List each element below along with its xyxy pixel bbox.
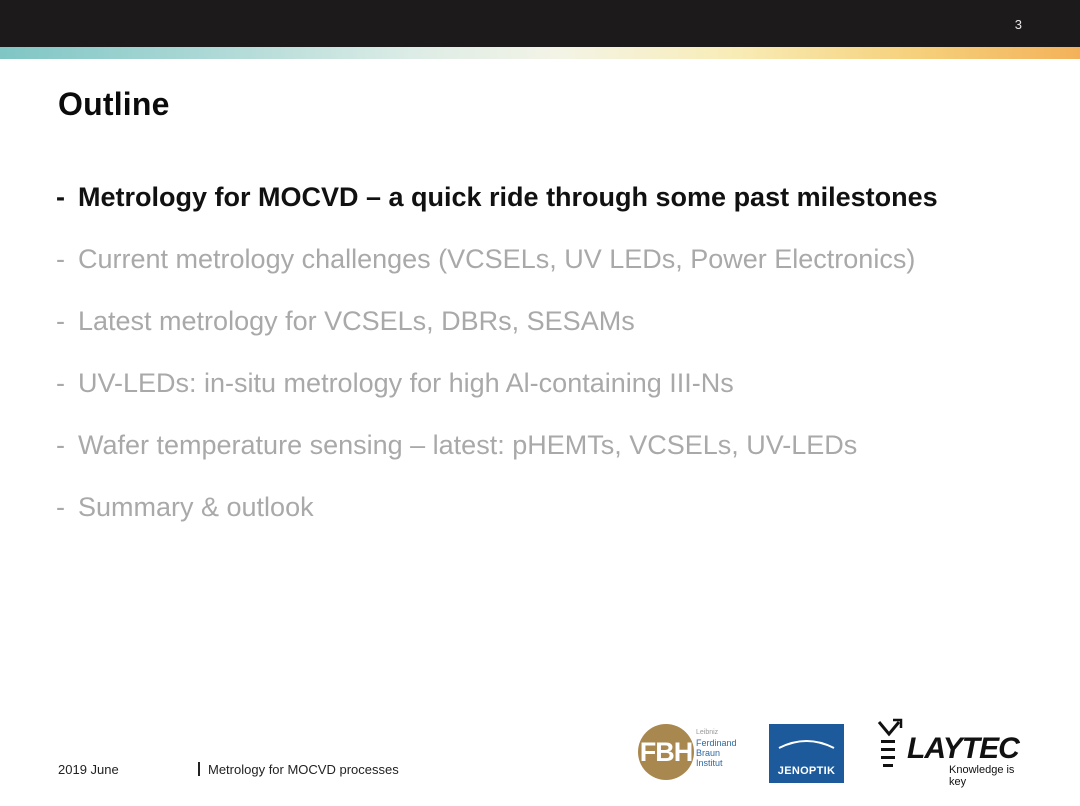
footer-divider (198, 762, 200, 776)
outline-item (56, 430, 938, 492)
outline-item-text: Summary & outlook (78, 492, 314, 522)
jenoptik-name: JENOPTIK (777, 765, 836, 777)
outline-item (56, 182, 938, 244)
outline-item (56, 492, 938, 554)
jenoptik-logo (769, 724, 844, 783)
slide-title: Outline (58, 86, 170, 122)
outline-item-text: UV-LEDs: in-situ metrology for high Al-containing III-Ns (78, 368, 734, 398)
fbh-leibniz: Leibniz (696, 729, 719, 736)
outline-list (56, 182, 938, 554)
laytec-wordmark: LAYTEC (907, 732, 1019, 765)
bullet-dash: - (56, 430, 65, 460)
laytec-tagline: Knowledge is key (949, 764, 1015, 788)
fbh-logo (638, 722, 758, 782)
laytec-symbol-icon (875, 718, 905, 778)
outline-item-text: Metrology for MOCVD – a quick ride through some past milestones (78, 182, 938, 212)
outline-item-text: Wafer temperature sensing – latest: pHEMTs, VCSELs, UV-LEDs (78, 430, 858, 460)
outline-item-text: Latest metrology for VCSELs, DBRs, SESAMs (78, 306, 635, 336)
laytec-logo (873, 718, 1033, 788)
fbh-logo-text (696, 728, 737, 768)
outline-item-text: Current metrology challenges (VCSELs, UV LEDs, Power Electronics) (78, 244, 916, 274)
bullet-dash: - (56, 244, 65, 274)
fbh-line1: Ferdinand (696, 738, 737, 748)
fbh-logo-mark: FBH (638, 724, 694, 780)
fbh-line3: Institut (696, 758, 723, 768)
bullet-dash: - (56, 306, 65, 336)
gradient-stripe (0, 47, 1080, 59)
outline-item (56, 368, 938, 430)
footer-presentation-title: Metrology for MOCVD processes (208, 762, 399, 777)
slide-number: 3 (1014, 17, 1022, 32)
outline-item (56, 306, 938, 368)
footer-date: 2019 June (58, 762, 119, 777)
fbh-line2: Braun (696, 748, 721, 758)
bullet-dash: - (56, 182, 65, 212)
bullet-dash: - (56, 492, 65, 522)
bullet-dash: - (56, 368, 65, 398)
top-bar (0, 0, 1080, 47)
jenoptik-arc-icon (777, 736, 836, 750)
outline-item (56, 244, 938, 306)
